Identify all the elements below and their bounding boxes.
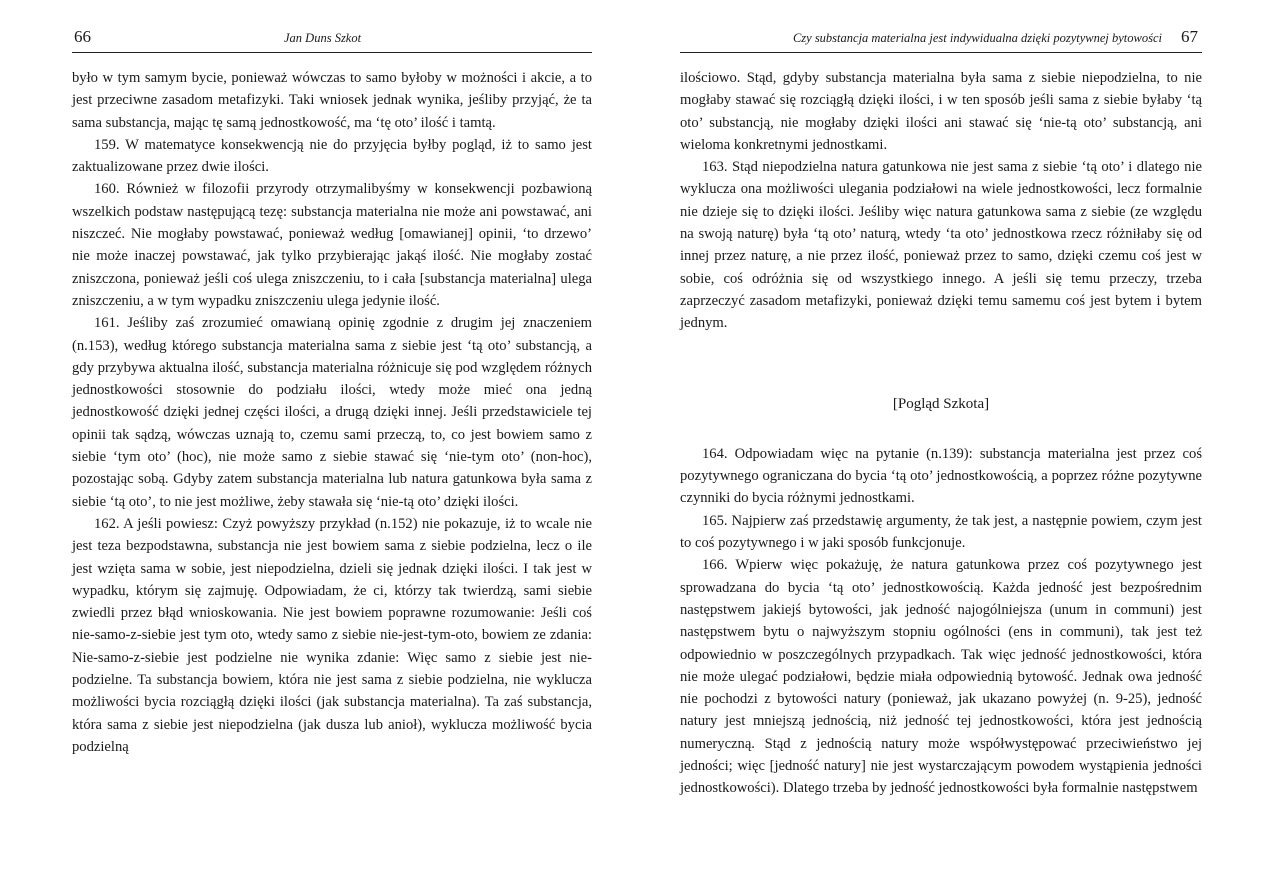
- right-page-body: [680, 67, 1202, 800]
- paragraph: 164. Odpowiadam więc na pytanie (n.139): substancja materialna jest przez coś pozytywnego ograniczana do bycia ‘tą oto’ jednostkowością, a poprzez różne pozytywne czynniki do bycia różnymi jednostkami.: [680, 445, 1202, 507]
- paragraph: 166. Wpierw więc pokażuję, że natura gatunkowa przez coś pozytywnego jest sprowadzana do bycia ‘tą oto’ jednostkowością. Każda jedność jest bezpośrednim następstwem jakiejś bytowości, jak jedność najogólniejsza (unum in communi) jest następstwem bytu o najwyższym stopniu ogólności (ens in communi), tak jest też odpowiednio w poszczególnych przypadkach. Tak więc jedność jednostkowości, która nie może ulegać podziałowi, będzie miała odpowiednią bytowość. Jednak owa jedność nie pochodzi z bytowości natury (ponieważ, jak ukazano powyżej (n. 9-25), jedność natury jest mniejszą jednością, niż jedność tej jednostkowości, która jest jednością numeryczną. Stąd z jednością natury może współwystępować przeciwieństwo jej jedności; więc [jedność natury] nie jest wystarczającym powodem wystąpienia jedności jednostkowości). Dlatego trzeba by jedność jednostkowości była formalnie następstwem: [680, 557, 1202, 797]
- paragraph: 160. Również w filozofii przyrody otrzymalibyśmy w konsekwencji pozbawioną wszelkich podstaw następującą tezę: substancja materialna nie może ani powstawać, ani niszczeć. Nie mogłaby powstawać, ponieważ według [omawianej] opinii, ‘to drzewo’ nie może inaczej powstawać, jak tylko przybierając jakąś ilość. Nie mogłaby zostać zniszczona, ponieważ jeśli coś ulega zniszczeniu, to i cała [substancja materialna] ulega zniszczeniu, a w tym wypadku zniszczeniu ulega jedynie ilość.: [72, 181, 592, 309]
- left-page: [72, 0, 592, 758]
- left-page-header: [72, 22, 592, 53]
- paragraph: 162. A jeśli powiesz: Czyż powyższy przykład (n.152) nie pokazuje, iż to wcale nie jest teza bezpodstawna, substancja nie jest bowiem sama z siebie podzielna, lecz o ile jest wzięta sama w sobie, jest niepodzielna, dzieli się jednak dzięki ilości. I tak jest w wypadku, którym się zajmuję. Odpowiadam, że ci, którzy tak twierdzą, sami siebie zwiedli przez błąd wnioskowania. Nie jest bowiem poprawne rozumowanie: Jeśli coś nie-samo-z-siebie jest tym oto, wtedy samo z siebie nie-jest-tym-oto, bowiem ze zdania: Nie-samo-z-siebie jest podzielne nie wynika zdanie: Więc samo z siebie jest nie-podzielne. Ta substancja bowiem, która nie jest sama z siebie podzielna, nie wyklucza możliwości bycia rozciągłą dzięki ilości (jak substancja materialna). Ta zaś substancja, która sama z siebie jest niepodzielna (jak dusza lub anioł), wyklucza możliwość bycia podzielną: [72, 515, 592, 755]
- paragraph: 161. Jeśliby zaś zrozumieć omawianą opinię zgodnie z drugim jej znaczeniem (n.153), według którego substancja materialna sama z siebie jest ‘tą oto’ substancją, a gdy przybywa aktualna ilość, substancja materialna różnicuje się pod względem różnych jednostkowości stosownie do podziału ilości, wtedy może mieć ona jedną jednostkowość dzięki jednej części ilości, a drugą dzięki innej. Jeśli przedstawiciele tej opinii tak sądzą, wówczas uznają to, czemu sami przeczą, to, co jest bowiem samo z siebie ‘tym oto’ (hoc), nie może samo z siebie stawać się ‘nie-tym oto’ (non-hoc), pozostając sobą. Gdyby zatem substancja materialna lub natura gatunkowa była sama z siebie ‘tą oto’, to nie jest możliwe, żeby stawała się ‘nie-tą oto’ dzięki ilości.: [72, 315, 592, 510]
- section-heading: [Pogląd Szkota]: [892, 395, 990, 412]
- left-page-body: [72, 67, 592, 758]
- paragraph: 163. Stąd niepodzielna natura gatunkowa nie jest sama z siebie ‘tą oto’ i dlatego nie wyklucza ona możliwości ulegania podziałowi na wiele jednostkowości, lecz formalnie nie dzieje się to dzięki ilości. Jeśliby więc natura gatunkowa sama z siebie (ze względu na swoją naturę) była ‘tą oto’ naturą, wtedy ‘ta oto’ jednostkowa rzecz różniłaby się od innej przez naturę, a nie przez ilość, ponieważ przez to samo, dzięki czemu coś jest w sobie, coś odróżnia się od wszystkiego innego. A jeśli się temu przeczy, trzeba zaprzeczyć zasadom metafizyki, ponieważ dzięki temu samemu coś jest bytem i bytem jednym.: [680, 159, 1202, 332]
- right-page: [680, 0, 1202, 800]
- paragraph: było w tym samym bycie, ponieważ wówczas to samo byłoby w możności i akcie, a to jest przeciwne zasadom metafizyki. Taki wniosek jednak wynika, jeśliby przyjąć, że ta sama substancja, mając tę samą jednostkowość, ma ‘tę oto’ ilość i tamtą.: [72, 70, 592, 131]
- paragraph: 165. Najpierw zaś przedstawię argumenty, że tak jest, a następnie powiem, czym jest to coś pozytywnego i w jaki sposób funkcjonuje.: [680, 512, 1202, 552]
- paragraph: ilościowo. Stąd, gdyby substancja materialna była sama z siebie niepodzielna, to nie mogłaby stawać się rozciągłą dzięki ilości, i w ten sposób jeśli sama z siebie byłaby ‘tą oto’ substancją, nie mogłaby dzięki ilości ani stawać się ‘nie-tą oto’ substancją, ani wieloma konkretnymi jednostkami.: [680, 70, 1202, 153]
- running-head: Czy substancja materialna jest indywidualna dzięki pozytywnej bytowości: [792, 31, 1162, 45]
- running-head: Jan Duns Szkot: [284, 31, 362, 45]
- page-number: 67: [1181, 27, 1198, 46]
- page-number: 66: [74, 27, 91, 46]
- paragraph: 159. W matematyce konsekwencją nie do przyjęcia byłby pogląd, iż to samo jest zaktualizowane przez dwie ilości.: [72, 136, 592, 176]
- right-page-header: [680, 22, 1202, 53]
